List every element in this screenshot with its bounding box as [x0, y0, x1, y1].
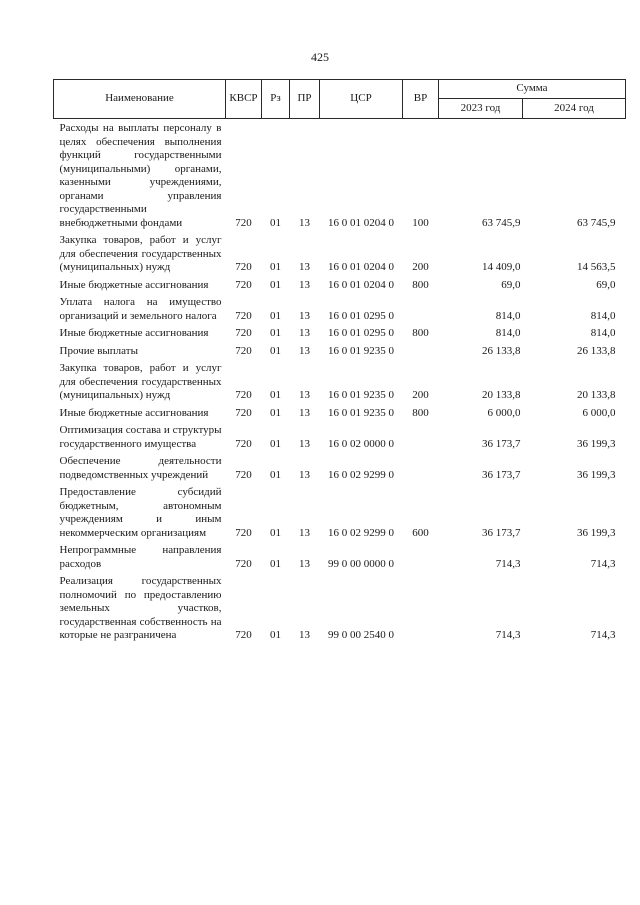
- header-rz: Рз: [262, 80, 290, 119]
- row-sum-2023: 36 173,7: [482, 468, 521, 481]
- row-name: Закупка товаров, работ и услуг для обеспечения государственных (муниципальных) нужд: [59, 362, 222, 401]
- row-sum-2024: 14 563,5: [577, 261, 616, 273]
- row-name: Предоставление субсидий бюджетным, автономным учреждениям и иным некоммерческим организациям: [59, 486, 222, 539]
- row-pr: 13: [299, 261, 310, 273]
- row-rz: 01: [270, 216, 281, 229]
- row-sum-2024: 20 133,8: [577, 389, 616, 401]
- row-name: Закупка товаров, работ и услуг для обеспечения государственных (муниципальных) нужд: [59, 234, 222, 273]
- table-row: [54, 541, 626, 572]
- table-row: [54, 324, 626, 342]
- row-vr: 800: [412, 327, 429, 339]
- row-sum-2023: 63 745,9: [482, 216, 521, 229]
- row-kvsr: 720: [235, 278, 252, 291]
- table-row: [54, 231, 626, 276]
- row-vr: 600: [412, 526, 429, 539]
- row-csr: 16 0 01 9235 0: [328, 389, 394, 401]
- row-kvsr: 720: [235, 468, 252, 481]
- table-row: [54, 293, 626, 324]
- row-kvsr: 720: [235, 309, 252, 322]
- table-row: [54, 119, 626, 232]
- row-name: Обеспечение деятельности подведомственных учреждений: [59, 455, 222, 481]
- row-vr: 100: [412, 216, 429, 229]
- row-pr: 13: [299, 629, 310, 641]
- header-2024: 2024 год: [523, 99, 626, 119]
- row-vr: 800: [412, 406, 429, 419]
- row-sum-2023: 69,0: [501, 278, 521, 291]
- header-2023: 2023 год: [439, 99, 523, 119]
- row-sum-2024: 63 745,9: [577, 216, 616, 229]
- row-sum-2024: 36 199,3: [577, 526, 616, 539]
- table-row: [54, 483, 626, 541]
- row-rz: 01: [270, 437, 281, 450]
- row-kvsr: 720: [235, 526, 252, 539]
- row-vr: [403, 421, 439, 452]
- row-sum-2024: 714,3: [590, 629, 616, 641]
- row-pr: 13: [299, 437, 310, 450]
- row-pr: 13: [299, 344, 310, 357]
- row-csr: 16 0 02 9299 0: [328, 526, 394, 539]
- row-pr: 13: [299, 557, 310, 570]
- row-rz: 01: [270, 406, 281, 419]
- row-kvsr: 720: [235, 557, 252, 570]
- row-csr: 16 0 02 9299 0: [328, 468, 394, 481]
- row-rz: 01: [270, 278, 281, 291]
- row-sum-2023: 714,3: [495, 557, 521, 570]
- row-sum-2023: 36 173,7: [482, 437, 521, 450]
- row-sum-2024: 814,0: [590, 309, 616, 322]
- row-pr: 13: [299, 327, 310, 339]
- row-csr: 16 0 01 0204 0: [328, 261, 394, 273]
- row-csr: 99 0 00 0000 0: [328, 557, 394, 570]
- row-name: Расходы на выплаты персоналу в целях обеспечения выполнения функций государственными (муниципальными) органами, казенными учреждениями, органами управления государственными внебюджетными фондами: [59, 122, 222, 229]
- row-pr: 13: [299, 406, 310, 419]
- row-sum-2024: 6 000,0: [582, 406, 616, 419]
- row-kvsr: 720: [235, 216, 252, 229]
- row-pr: 13: [299, 278, 310, 291]
- row-name: Реализация государственных полномочий по предоставлению земельных участков, государственная собственность на которые не разграничена: [59, 575, 222, 641]
- row-sum-2023: 714,3: [495, 629, 521, 641]
- row-sum-2024: 69,0: [596, 278, 616, 291]
- row-name: Оптимизация состава и структуры государственного имущества: [59, 424, 222, 450]
- table-row: [54, 404, 626, 422]
- header-name: Наименование: [54, 80, 226, 119]
- row-vr: [403, 452, 439, 483]
- row-csr: 16 0 01 0204 0: [328, 216, 394, 229]
- row-sum-2023: 6 000,0: [487, 406, 521, 419]
- row-vr: [403, 293, 439, 324]
- row-csr: 16 0 01 0295 0: [328, 327, 394, 339]
- row-name: Уплата налога на имущество организаций и земельного налога: [59, 296, 222, 322]
- table-body: [54, 119, 626, 644]
- row-rz: 01: [270, 309, 281, 322]
- row-rz: 01: [270, 389, 281, 401]
- row-vr: [403, 572, 439, 644]
- row-csr: 16 0 02 0000 0: [328, 437, 394, 450]
- row-rz: 01: [270, 629, 281, 641]
- row-sum-2023: 20 133,8: [482, 389, 521, 401]
- row-name: Иные бюджетные ассигнования: [59, 406, 209, 419]
- row-rz: 01: [270, 468, 281, 481]
- page-number: 425: [311, 50, 329, 64]
- row-pr: 13: [299, 216, 310, 229]
- row-sum-2023: 26 133,8: [482, 344, 521, 357]
- row-sum-2023: 814,0: [495, 309, 521, 322]
- row-sum-2023: 36 173,7: [482, 526, 521, 539]
- row-pr: 13: [299, 389, 310, 401]
- header-csr: ЦСР: [320, 80, 403, 119]
- row-sum-2023: 814,0: [495, 327, 521, 339]
- table-header: [54, 80, 626, 119]
- table-row: [54, 421, 626, 452]
- header-sum: Сумма: [439, 80, 626, 99]
- row-kvsr: 720: [235, 327, 252, 339]
- row-rz: 01: [270, 327, 281, 339]
- row-pr: 13: [299, 309, 310, 322]
- row-kvsr: 720: [235, 389, 252, 401]
- row-sum-2024: 36 199,3: [577, 468, 616, 481]
- row-vr: 200: [412, 261, 429, 273]
- row-kvsr: 720: [235, 437, 252, 450]
- row-pr: 13: [299, 526, 310, 539]
- row-csr: 16 0 01 0295 0: [328, 309, 394, 322]
- row-sum-2023: 14 409,0: [482, 261, 521, 273]
- table-row: [54, 572, 626, 644]
- table-row: [54, 452, 626, 483]
- row-rz: 01: [270, 557, 281, 570]
- row-csr: 99 0 00 2540 0: [328, 629, 394, 641]
- row-kvsr: 720: [235, 261, 252, 273]
- row-kvsr: 720: [235, 406, 252, 419]
- row-kvsr: 720: [235, 344, 252, 357]
- table-row: [54, 359, 626, 404]
- row-rz: 01: [270, 526, 281, 539]
- table-row: [54, 342, 626, 360]
- header-pr: ПР: [290, 80, 320, 119]
- row-csr: 16 0 01 9235 0: [328, 344, 394, 357]
- row-rz: 01: [270, 344, 281, 357]
- row-sum-2024: 26 133,8: [577, 344, 616, 357]
- row-vr: [403, 342, 439, 360]
- row-name: Иные бюджетные ассигнования: [59, 278, 209, 291]
- row-sum-2024: 714,3: [590, 557, 616, 570]
- row-rz: 01: [270, 261, 281, 273]
- row-sum-2024: 36 199,3: [577, 437, 616, 450]
- row-name: Непрограммные направления расходов: [59, 544, 222, 570]
- row-vr: [403, 541, 439, 572]
- header-kvsr: КВСР: [226, 80, 262, 119]
- row-name: Иные бюджетные ассигнования: [59, 327, 209, 339]
- row-csr: 16 0 01 0204 0: [328, 278, 394, 291]
- row-name: Прочие выплаты: [59, 344, 138, 357]
- table-row: [54, 276, 626, 294]
- row-pr: 13: [299, 468, 310, 481]
- row-csr: 16 0 01 9235 0: [328, 406, 394, 419]
- budget-table: [53, 79, 626, 644]
- row-sum-2024: 814,0: [590, 327, 616, 339]
- header-vr: ВР: [403, 80, 439, 119]
- row-vr: 800: [412, 278, 429, 291]
- row-kvsr: 720: [235, 629, 252, 641]
- row-vr: 200: [412, 389, 429, 401]
